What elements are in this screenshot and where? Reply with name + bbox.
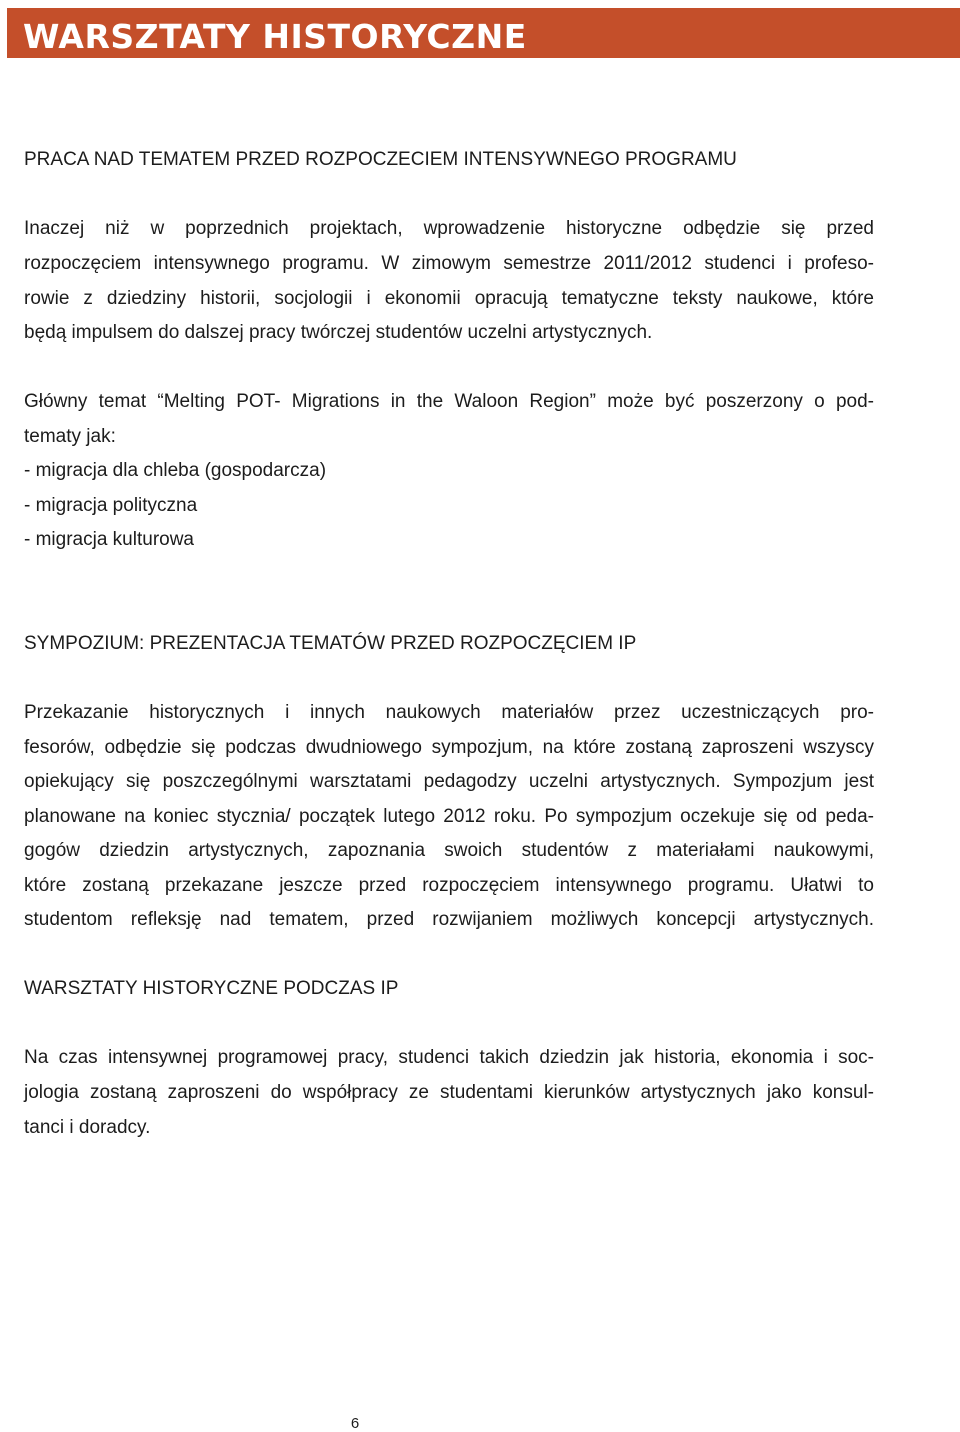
paragraph-line: rozpoczęciem intensywnego programu. W zimowym semestrze 2011/2012 studenci i profeso- — [24, 253, 874, 274]
section-heading-symposium: SYMPOZIUM: PREZENTACJA TEMATÓW PRZED ROZPOCZĘCIEM IP — [24, 633, 637, 654]
paragraph-line: które zostaną przekazane jeszcze przed rozpoczęciem intensywnego programu. Ułatwi to — [24, 875, 874, 896]
page-number: 6 — [350, 1415, 360, 1432]
page-title: WARSZTATY HISTORYCZNE — [23, 17, 527, 56]
paragraph-line: planowane na koniec stycznia/ początek lutego 2012 roku. Po sympozjum oczekuje się od peda- — [24, 806, 874, 827]
paragraph-line: opiekujący się poszczególnymi warsztatami pedagodzy uczelni artystycznych. Sympozjum jest — [24, 771, 874, 792]
paragraph-line: fesorów, odbędzie się podczas dwudniowego sympozjum, na które zostaną zaproszeni wszyscy — [24, 737, 874, 758]
subtopic-item: - migracja polityczna — [24, 495, 198, 516]
paragraph-line: Przekazanie historycznych i innych naukowych materiałów przez uczestniczących pro- — [24, 702, 874, 723]
paragraph-line: tanci i doradcy. — [24, 1117, 151, 1138]
main-topic-line: tematy jak: — [24, 426, 116, 447]
paragraph-line: studentom refleksję nad tematem, przed rozwijaniem możliwych koncepcji artystycznych. — [24, 909, 874, 930]
subtopic-item: - migracja kulturowa — [24, 529, 194, 550]
main-topic-line: Główny temat “Melting POT- Migrations in the Waloon Region” może być poszerzony o pod- — [24, 391, 874, 412]
paragraph-line: rowie z dziedziny historii, socjologii i ekonomii opracują tematyczne teksty naukowe, które — [24, 288, 874, 309]
paragraph-line: gogów dziedzin artystycznych, zapoznania swoich studentów z materiałami naukowymi, — [24, 840, 874, 861]
paragraph-line: Inaczej niż w poprzednich projektach, wprowadzenie historyczne odbędzie się przed — [24, 218, 874, 239]
subtopic-item: - migracja dla chleba (gospodarcza) — [24, 460, 327, 481]
paragraph-line: Na czas intensywnej programowej pracy, studenci takich dziedzin jak historia, ekonomia i soc- — [24, 1047, 874, 1068]
section-heading-workshops: WARSZTATY HISTORYCZNE PODCZAS IP — [24, 978, 399, 999]
title-bar — [7, 8, 960, 58]
section-heading-preparation: PRACA NAD TEMATEM PRZED ROZPOCZECIEM INTENSYWNEGO PROGRAMU — [24, 149, 737, 170]
paragraph-line: będą impulsem do dalszej pracy twórczej studentów uczelni artystycznych. — [24, 322, 653, 343]
paragraph-line: jologia zostaną zaproszeni do współpracy ze studentami kierunków artystycznych jako konsul- — [24, 1082, 874, 1103]
